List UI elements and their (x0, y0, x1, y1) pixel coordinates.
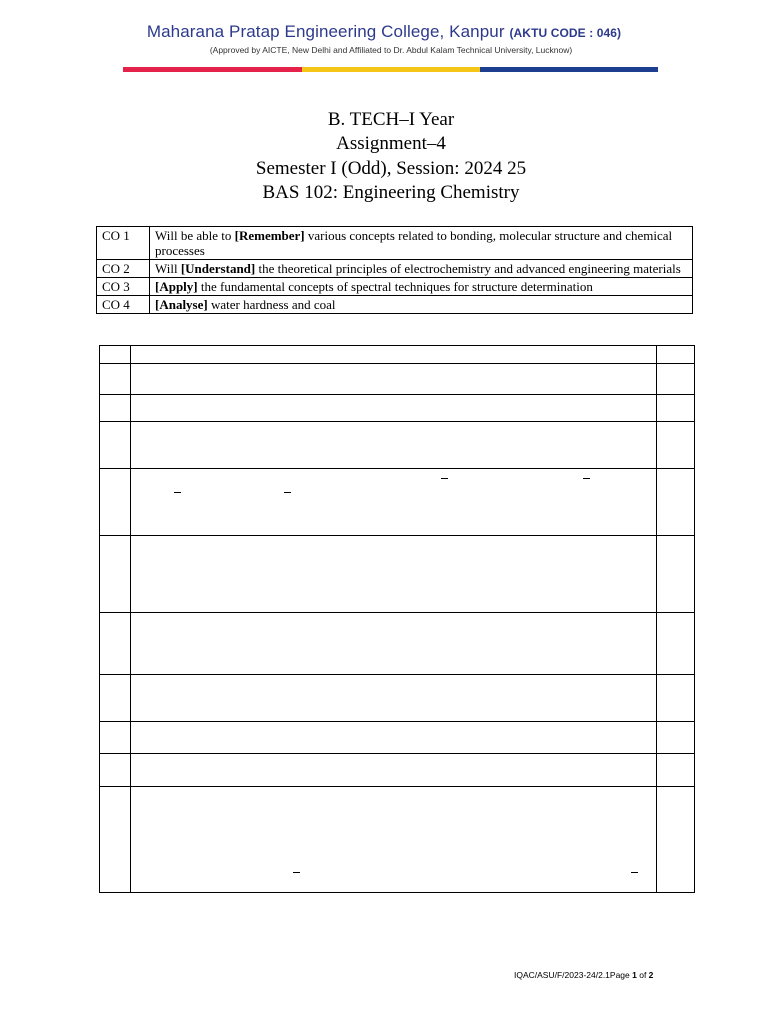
semester-session: Semester I (Odd), Session: 2024 25 (255, 158, 527, 179)
aktu-code: (AKTU CODE : 046) (509, 26, 622, 40)
college-name-text: Maharana Pratap Engineering College, Kanpur (146, 22, 505, 41)
co-code: CO 2 (97, 260, 150, 278)
page-number: 1 (632, 970, 637, 980)
header-stripe-blue (480, 67, 658, 72)
dash-mark (631, 872, 638, 873)
co-text-post: the theoretical principles of electrochemistry and advanced engineering materials (255, 261, 681, 276)
co-text-pre: Will (155, 261, 181, 276)
row-divider (100, 394, 694, 395)
assignment-number: Assignment–4 (336, 133, 446, 154)
row-divider (100, 753, 694, 754)
column-divider (130, 346, 131, 892)
row-divider (100, 535, 694, 536)
document-code: IQAC/ASU/F/2023-24/2.1Page (514, 970, 633, 980)
row-divider (100, 363, 694, 364)
row-divider (100, 786, 694, 787)
course-title: BAS 102: Engineering Chemistry (262, 182, 520, 203)
co-row (97, 278, 693, 296)
college-subtitle: (Approved by AICTE, New Delhi and Affiliated to Dr. Abdul Kalam Technical University, Lucknow) (209, 45, 573, 55)
row-divider (100, 468, 694, 469)
co-code: CO 1 (97, 227, 150, 260)
college-name (0, 22, 768, 42)
co-code: CO 4 (97, 296, 150, 314)
co-text-post: various concepts related to bonding, molecular structure and chemical processes (155, 228, 673, 258)
co-text-post: the fundamental concepts of spectral techniques for structure determination (197, 279, 593, 294)
co-row (97, 260, 693, 278)
header-stripe-red (123, 67, 302, 72)
row-divider (100, 674, 694, 675)
row-divider (100, 421, 694, 422)
dash-mark (293, 872, 300, 873)
dash-mark (583, 478, 590, 479)
co-text-pre: Will be able to (155, 228, 235, 243)
dash-mark (174, 492, 181, 493)
co-description (150, 227, 693, 260)
question-table (99, 345, 695, 893)
dash-mark (284, 492, 291, 493)
co-description (150, 296, 693, 314)
co-description (150, 260, 693, 278)
dash-mark (441, 478, 448, 479)
program-year: B. TECH–I Year (327, 109, 455, 130)
page-footer (514, 970, 653, 980)
page-total: 2 (648, 970, 654, 980)
page-of-label: of (636, 970, 649, 980)
co-bloom-level: [Understand] (180, 261, 256, 276)
co-description (150, 278, 693, 296)
course-outcomes-table (96, 226, 693, 314)
co-bloom-level: [Analyse] (155, 297, 208, 312)
column-divider (656, 346, 657, 892)
header-stripe-yellow (302, 67, 480, 72)
co-row (97, 296, 693, 314)
co-bloom-level: [Remember] (234, 228, 305, 243)
co-code: CO 3 (97, 278, 150, 296)
row-divider (100, 721, 694, 722)
row-divider (100, 612, 694, 613)
co-row (97, 227, 693, 260)
co-text-post: water hardness and coal (207, 297, 336, 312)
co-bloom-level: [Apply] (155, 279, 198, 294)
